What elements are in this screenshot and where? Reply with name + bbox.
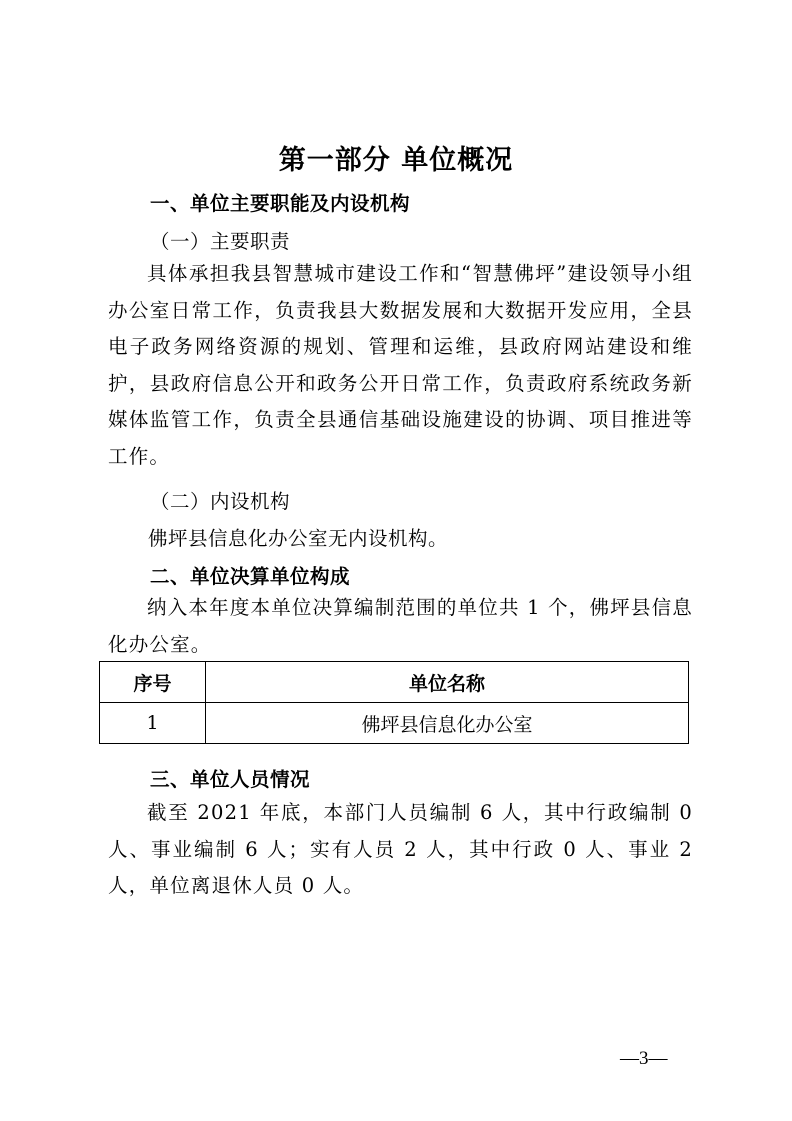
- table-cell: 1: [100, 703, 206, 744]
- table-header-cell: 序号: [100, 662, 206, 703]
- section-heading-1: 一、单位主要职能及内设机构: [150, 192, 411, 215]
- table-header-cell: 单位名称: [206, 662, 689, 703]
- table-cell: 佛坪县信息化办公室: [206, 703, 689, 744]
- table-row: [100, 703, 689, 744]
- page-title: 第一部分 单位概况: [278, 145, 514, 176]
- subsection-heading-duties: （一）主要职责: [150, 230, 291, 253]
- subsection-heading-internal-units: （二）内设机构: [150, 490, 291, 513]
- section-heading-3: 三、单位人员情况: [150, 768, 311, 791]
- page-number: —3—: [620, 1048, 668, 1069]
- unit-table: [99, 661, 689, 744]
- paragraph-duties: 具体承担我县智慧城市建设工作和“智慧佛坪”建设领导小组办公室日常工作，负责我县大数据发展和大数据开发应用，全县电子政务网络资源的规划、管理和运维，县政府网站建设和维护，县政府信息公开和政务公开日常工作，负责政府系统政务新媒体监管工作，负责全县通信基础设施建设的协调、项目推进等工作。: [108, 262, 693, 468]
- paragraph-unit-composition: 纳入本年度本单位决算编制范围的单位共 1 个，佛坪县信息化办公室。: [108, 596, 693, 656]
- paragraph-staffing: 截至 2021 年底，本部门人员编制 6 人，其中行政编制 0 人、事业编制 6 人；实有人员 2 人，其中行政 0 人、事业 2 人，单位离退休人员 0 人。: [108, 801, 693, 897]
- table-header-row: [100, 662, 689, 703]
- section-heading-2: 二、单位决算单位构成: [150, 565, 351, 588]
- paragraph-internal-units: 佛坪县信息化办公室无内设机构。: [148, 527, 449, 550]
